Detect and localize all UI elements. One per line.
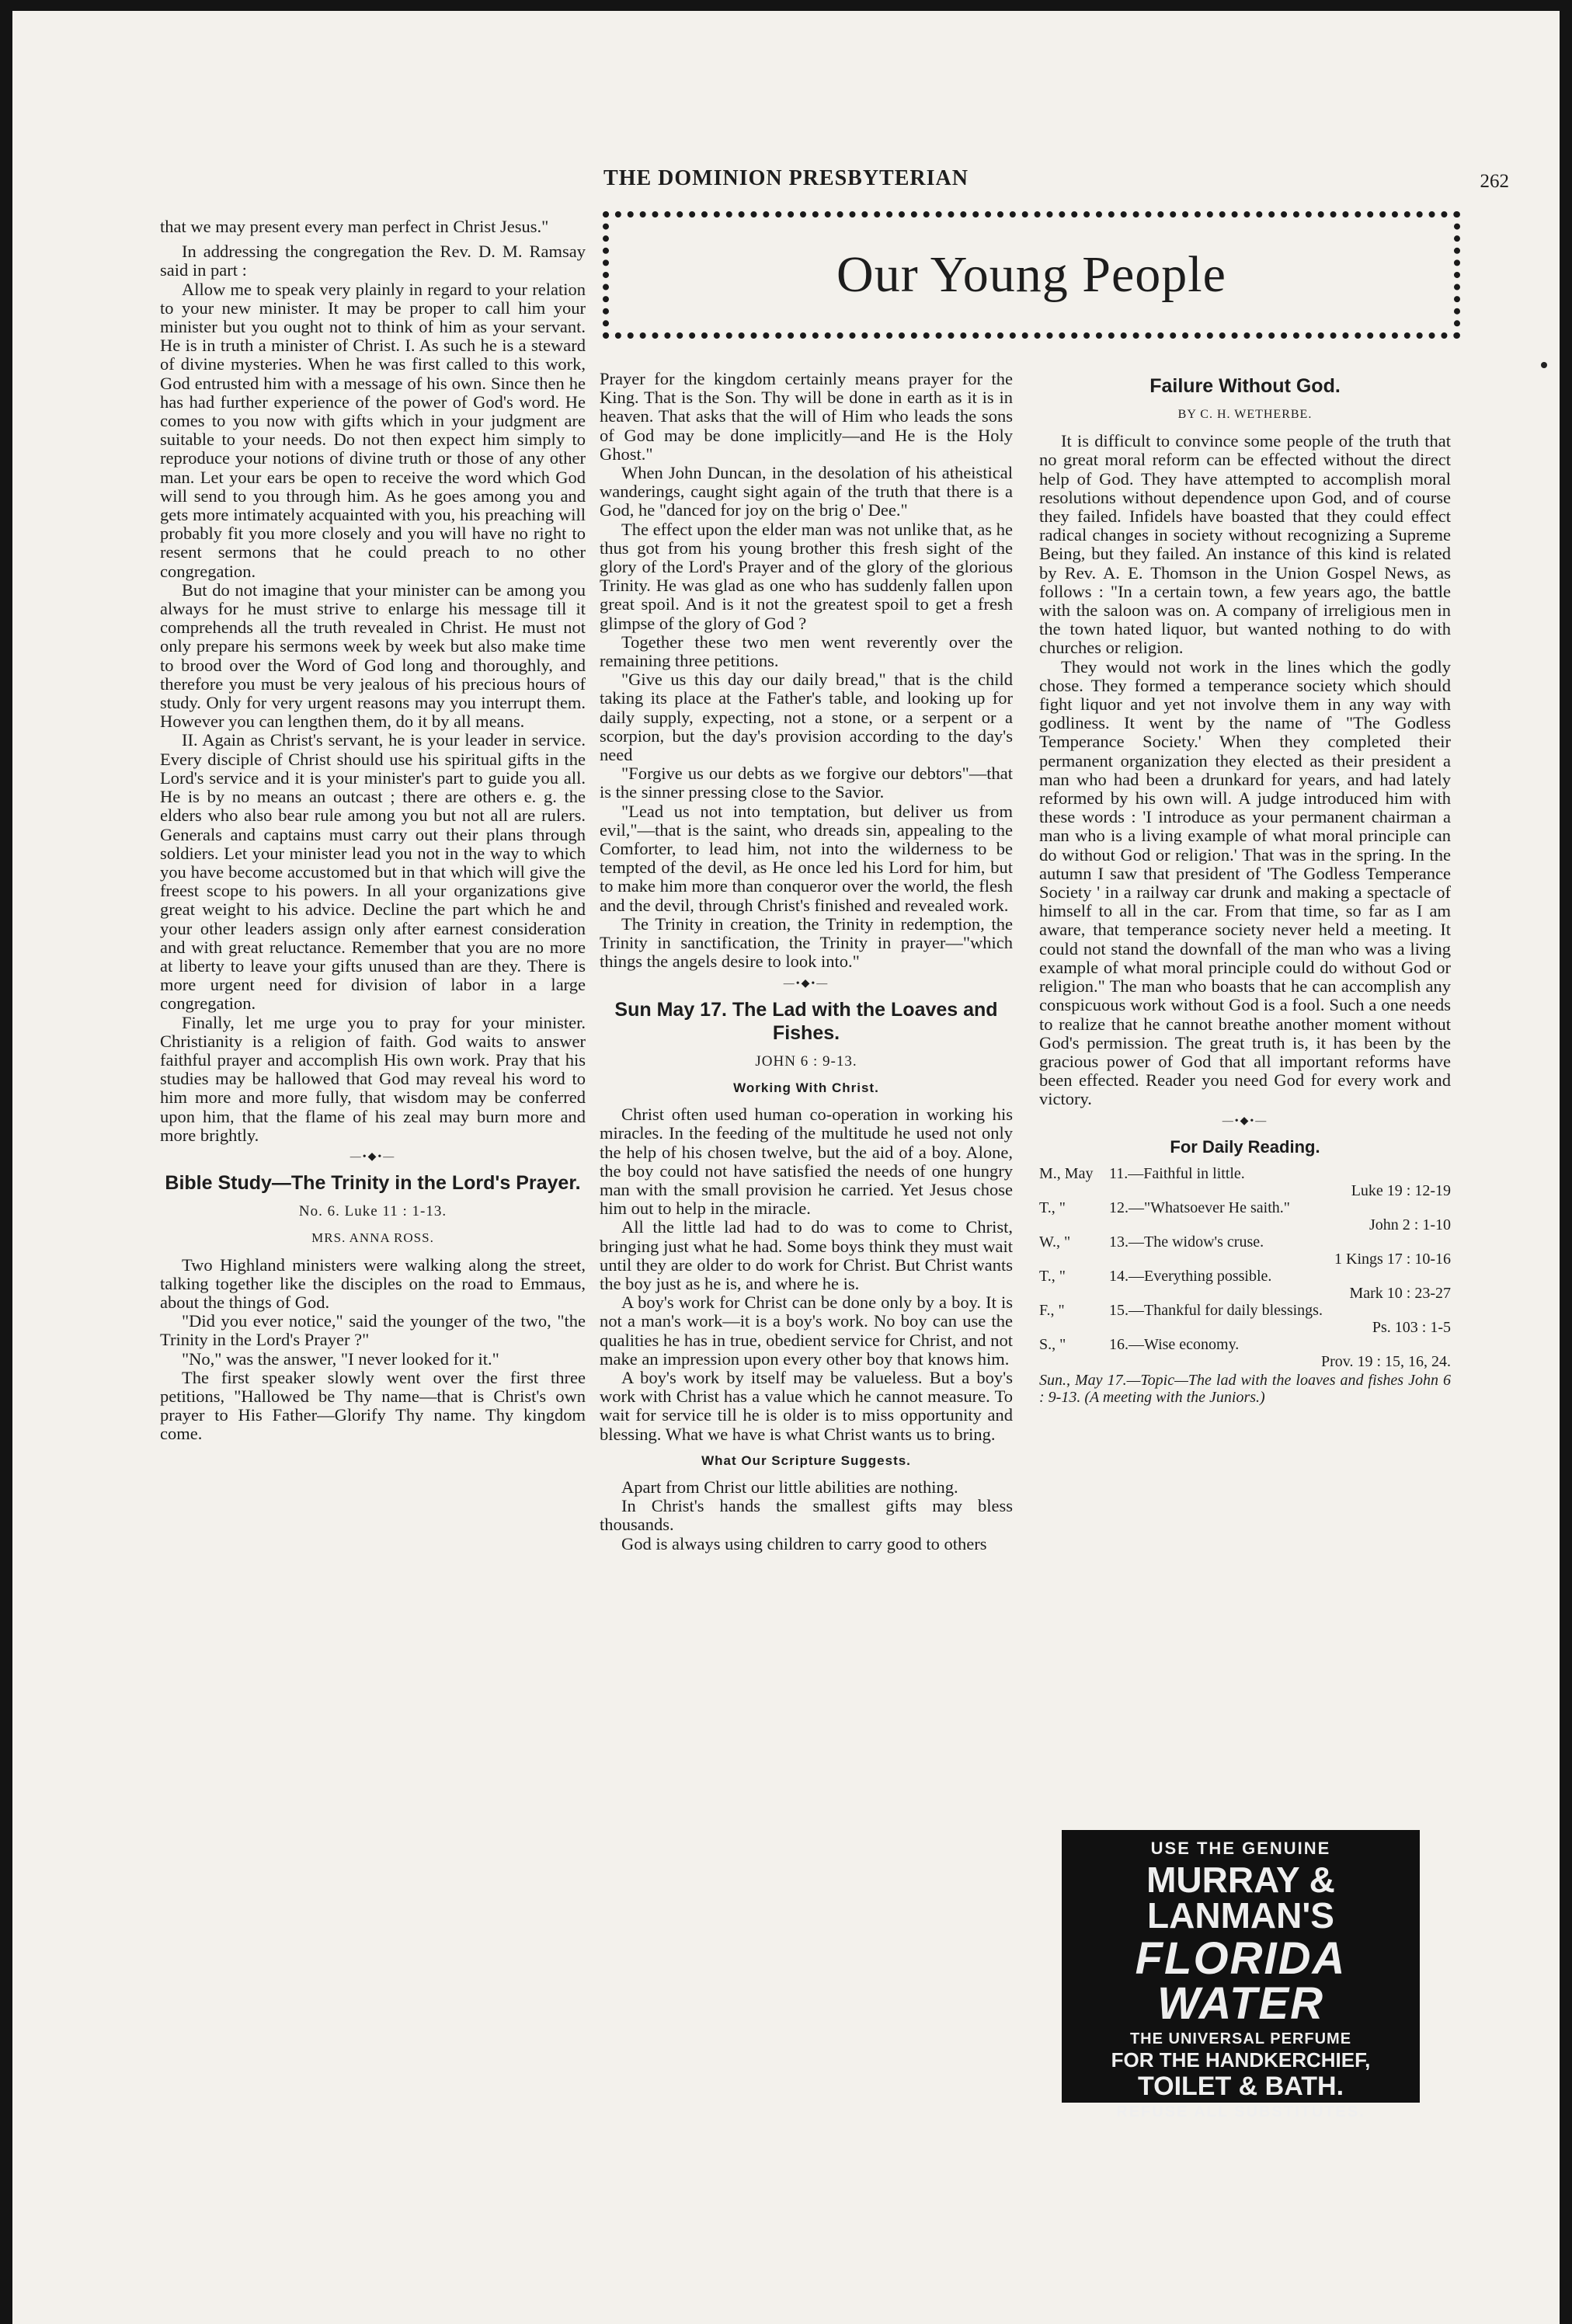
paragraph: Together these two men went reverently over the remaining three petitions.	[600, 631, 1013, 671]
daily-reading-text: 14.—Everything possible.	[1109, 1267, 1272, 1285]
daily-reading-ref: 1 Kings 17 : 10-16	[1334, 1250, 1451, 1268]
column-middle	[600, 370, 1013, 1553]
lesson-reference: JOHN 6 : 9-13.	[755, 1052, 857, 1070]
daily-reading-entry	[1039, 1165, 1451, 1199]
daily-reading-ref: Ps. 103 : 1-5	[1372, 1318, 1451, 1336]
paragraph: All the little lad had to do was to come to Christ, bringing just what he had. Some boys think they must wait until they are older to do work for Christ. But Christ wants the boy just as he is, and where he is.	[600, 1217, 1013, 1293]
daily-reading-day: T., "	[1039, 1267, 1066, 1285]
paragraph: The effect upon the elder man was not unlike that, as he thus got from his young brother this fresh sight of the glory of the Lord's Prayer and of the glory of the glorious Trinity. He was glad as one who has suddenly fallen upon great spoil. And is it not the greatest spoil to get a fresh glimpse of the glory of God ?	[600, 519, 1013, 633]
daily-reading-day: M., May	[1039, 1164, 1094, 1182]
paragraph: Prayer for the kingdom certainly means prayer for the King. That is the Son. Thy will be done in earth as it is in heaven. That asks that the will of Him who leads the sons of God may be done implicitly—and He is the Holy Ghost."	[600, 369, 1013, 464]
daily-reading-footer: Sun., May 17.—Topic—The lad with the loaves and fishes John 6 : 9-13. (A meeting with the Juniors.)	[1039, 1371, 1451, 1406]
daily-reading-entry	[1039, 1268, 1451, 1302]
ad-line: THE UNIVERSAL PERFUME	[1129, 2030, 1352, 2047]
paragraph: A boy's work by itself may be valueless. But a boy's work with Christ has a value which he cannot measure. To wait for service till he is older is to miss opportunity and blessing. What we have is what Christ wants us to bring.	[600, 1367, 1013, 1444]
bible-study-author: MRS. ANNA ROSS.	[311, 1230, 434, 1246]
daily-reading-entry	[1039, 1233, 1451, 1268]
daily-reading-entry	[1039, 1199, 1451, 1233]
ornament-divider: —•◆•—	[783, 977, 829, 990]
paragraph: In Christ's hands the smallest gifts may bless thousands.	[600, 1496, 1013, 1535]
daily-reading-text: 11.—Faithful in little.	[1109, 1164, 1245, 1182]
article-heading: Failure Without God.	[1149, 375, 1341, 397]
daily-reading-ref: Prov. 19 : 15, 16, 24.	[1320, 1352, 1451, 1370]
paragraph: that we may present every man perfect in Christ Jesus."	[160, 217, 549, 236]
paragraph: Finally, let me urge you to pray for your minister. Christianity is a religion of faith. God waits to answer faithful prayer and accomplish His own work. Pray that his studies may be hallowed that God may reveal his word to him more and more fully, that wisdom may be conferred upon him, that the flame of his zeal may burn more and more brightly.	[160, 1012, 586, 1145]
ornament-divider: —•◆•—	[350, 1150, 396, 1163]
daily-reading-text: 16.—Wise economy.	[1109, 1335, 1240, 1353]
paragraph: II. Again as Christ's servant, he is your leader in service. Every disciple of Christ should use his spiritual gifts in the Lord's service and it is your minister's part to guide you all. He is by no means an outcast ; there are others e. g. the elders who also bear rule among you but not all are rulers. Generals and captains must carry out their plans through soldiers. Let your minister lead you not in the way to which you have become accustomed but in that which will give the freest scope to his powers. In all your organizations give great weight to his advice. Decline the part which he and your other leaders assign only after earnest consideration and with great reluctance. Remember that you are no more at liberty to leave your gifts unused than are they. There is more urgent need for division of labor in a large congregation.	[160, 730, 586, 1014]
section-banner-title: Our Young People	[836, 246, 1226, 303]
paragraph: "Lead us not into temptation, but deliver us from evil,"—that is the saint, who dreads sin, appealing to the Comforter, to lead him, not into the wilderness to be tempted of the devil, as He once led his Lord for him, but to make him more than conqueror over the world, the flesh and the devil, through Christ's finished and revealed work.	[600, 801, 1013, 915]
paragraph: When John Duncan, in the desolation of his atheistical wanderings, caught sight again of the truth that there is a God, he "danced for joy on the brig o' Dee."	[600, 463, 1013, 520]
ad-product: FLORIDA WATER	[1135, 1933, 1347, 2029]
paragraph: The Trinity in creation, the Trinity in redemption, the Trinity in sanctification, the Trinity in prayer—"which things the angels desire to look into."	[600, 913, 1013, 972]
paragraph: It is difficult to convince some people of the truth that no great moral reform can be effected without the direct help of God. They have attempted to accomplish moral resolutions without dependence upon God, and of course they failed. Infidels have boasted that they could effect radical changes in society without recognizing a Supreme Being, but they failed. An instance of this kind is related by Rev. A. E. Thomson in the Union Gospel News, as follows : "In a certain town, a few years ago, the battle with the saloon was on. A company of irreligious men in the town hated liquor, but wanted nothing to do with churches or religion.	[1039, 431, 1451, 658]
column-right	[1039, 370, 1451, 1406]
paragraph: Two Highland ministers were walking along the street, talking together like the disciples on the road to Emmaus, about the things of God.	[160, 1254, 586, 1312]
paragraph: "Give us this day our daily bread," that is the child taking its place at the Father's table, and looking up for daily supply, expecting, not a stone, or a serpent or a scorpion, but the day's provision according to the day's need	[600, 670, 1013, 765]
daily-reading-entry	[1039, 1302, 1451, 1336]
paragraph: Christ often used human co-operation in working his miracles. In the feeding of the multitude he used not only the help of his chosen twelve, but the aid of a boy. Alone, the boy could not have satisfied the needs of one hungry man with the small provision he carried. Yet Jesus chose him out to help in the miracle.	[600, 1105, 1013, 1219]
florida-water-advertisement	[1062, 1830, 1420, 2120]
daily-reading-text: 12.—"Whatsoever He saith."	[1109, 1199, 1290, 1216]
page-number: 262	[1480, 171, 1509, 192]
ad-brand: MURRAY & LANMAN'S	[1146, 1860, 1335, 1936]
daily-reading-list	[1039, 1165, 1451, 1406]
paragraph: A boy's work for Christ can be done only by a boy. It is not a man's work—it is a boy's work. No boy can use the qualities he has in true, obedient service for Christ, and not make an impression upon every other boy that knows him.	[600, 1292, 1013, 1369]
article-author: BY C. H. WETHERBE.	[1177, 408, 1313, 421]
daily-reading-text: 13.—The widow's cruse.	[1109, 1233, 1264, 1251]
paragraph: In addressing the congregation the Rev. D. M. Ramsay said in part :	[160, 242, 586, 280]
scripture-subheading: What Our Scripture Suggests.	[701, 1452, 911, 1468]
paragraph: God is always using children to carry good to others	[621, 1533, 987, 1553]
lesson-heading: Sun May 17. The Lad with the Loaves and Fishes.	[614, 998, 998, 1044]
daily-reading-day: S., "	[1039, 1335, 1066, 1353]
daily-reading-heading: For Daily Reading.	[1170, 1136, 1320, 1157]
column-left	[160, 217, 586, 1444]
daily-reading-ref: John 2 : 1-10	[1369, 1216, 1451, 1233]
bible-study-reference: No. 6. Luke 11 : 1-13.	[298, 1203, 447, 1220]
masthead-title: THE DOMINION PRESBYTERIAN	[603, 166, 969, 190]
daily-reading-text: 15.—Thankful for daily blessings.	[1109, 1301, 1323, 1319]
paragraph: They would not work in the lines which the godly chose. They formed a temperance society which should fight liquor and yet not involve them in any way with godliness. It went by the name of "The Godless Temperance Society.' When they completed their permanent organization they elected as their president a man who had been a drunkard for years, and had lately reformed by his own will. A judge introduced him with these words : 'I introduce as your permanent chairman a man who is a living example of what moral principle can do without God or religion.' That was in the spring. In the autumn I saw that president of 'The Godless Temperance Society ' in a railway car drunk and making a spectacle of himself to all in the car. From that time, so far as I am aware, that temperance society never held a meeting. It could not stand the downfall of the man who was a living example of what moral principle could do without God or religion." The man who boasts that he can accomplish any conspicuous work without God is a fool. Such a one needs to realize that he cannot breathe another moment without God's permission. The great truth is, it has been by the gracious power of God that all important reforms have been effected. Reader you need God for every work and victory.	[1039, 656, 1451, 1109]
paragraph: Apart from Christ our little abilities are nothing.	[621, 1477, 958, 1497]
daily-reading-day: W., "	[1039, 1233, 1071, 1251]
section-banner	[603, 211, 1460, 339]
daily-reading-ref: Mark 10 : 23-27	[1349, 1284, 1451, 1302]
paragraph: Allow me to speak very plainly in regard to your relation to your new minister. It may be proper to call him your minister but you ought not to think of him as your servant. He is in truth a minister of Christ. I. As such he is a steward of divine mysteries. When he was first called to this work, God entrusted him with a message of his own. Since then he has had further experience of the power of God's word. He comes to you now with gifts which in your judgment are suitable to your needs. Do not then expect him simply to reproduce your notions of divine truth or those of any other man. Let your ears be open to receive the word which God will send to you through him. As he goes among you and gets more intimately acquainted with you, his preaching will probably fit you more closely and you will have no right to resent sermons that he could preach to no other congregation.	[160, 279, 586, 581]
newspaper-page	[12, 11, 1560, 2324]
paragraph: "No," was the answer, "I never looked for it."	[182, 1348, 499, 1369]
paragraph: The first speaker slowly went over the first three petitions, "Hallowed be Thy name—that is Christ's own prayer to His Father—Glorify Thy name. Thy kingdom come.	[160, 1367, 586, 1444]
daily-reading-day: F., "	[1039, 1301, 1065, 1319]
paragraph: "Forgive us our debts as we forgive our debtors"—that is the sinner pressing close to the Savior.	[600, 764, 1013, 802]
ad-line: REFUSE ALL SUBSTITUTES.	[1116, 2103, 1365, 2120]
daily-reading-day: T., "	[1039, 1199, 1066, 1216]
daily-reading-ref: Luke 19 : 12-19	[1351, 1181, 1451, 1199]
ink-speck-icon	[1541, 362, 1547, 368]
bible-study-heading: Bible Study—The Trinity in the Lord's Prayer.	[165, 1172, 581, 1195]
paragraph: But do not imagine that your minister can be among you always for he must strive to enlarge his message till it comprehends all the truth revealed in Christ. He must not only prepare his sermons week by week but also make time to brood over the Word of God long and thoroughly, and therefore you must be very jealous of his precious hours of study. Only for very urgent reasons may you interrupt them. However you can lengthen them, do it by all means.	[160, 579, 586, 732]
ad-line: TOILET & BATH.	[1137, 2072, 1344, 2101]
ad-line: FOR THE HANDKERCHIEF,	[1111, 2048, 1371, 2072]
ornament-divider: —•◆•—	[1222, 1115, 1268, 1127]
daily-reading-entry	[1039, 1336, 1451, 1370]
lesson-subheading: Working With Christ.	[733, 1080, 879, 1095]
paragraph: "Did you ever notice," said the younger of the two, "the Trinity in the Lord's Prayer ?"	[160, 1311, 586, 1350]
ad-line: USE THE GENUINE	[1150, 1839, 1331, 1858]
